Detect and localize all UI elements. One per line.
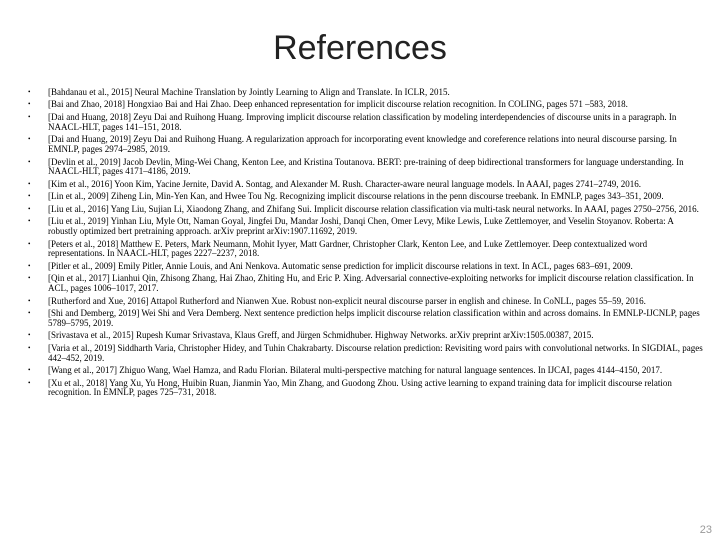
bullet-icon: •: [28, 100, 31, 109]
reference-text: [Dai and Huang, 2018] Zeyu Dai and Ruihong Huang. Improving implicit discourse relation classification by modeling interdependencies of discourse units in a paragraph. In NAACL-HLT, pages 141–151, 2018.: [48, 111, 677, 132]
reference-item: [28, 192, 704, 202]
reference-text: [Kim et al., 2016] Yoon Kim, Yacine Jernite, David A. Sontag, and Alexander M. Rush. Character-aware neural language models. In AAAI, pages 2741–2749, 2016.: [48, 178, 641, 189]
bullet-icon: •: [28, 157, 31, 166]
bullet-icon: •: [28, 331, 31, 340]
reference-text: [Xu et al., 2018] Yang Xu, Yu Hong, Huibin Ruan, Jianmin Yao, Min Zhang, and Guodong Zhou. Using active learning to expand training data for implicit discourse relation recognition. In EMNLP, pages 725–731, 2018.: [48, 377, 672, 398]
reference-text: [Pitler et al., 2009] Emily Pitler, Annie Louis, and Ani Nenkova. Automatic sense prediction for implicit discourse relations in text. In ACL, pages 683–691, 2009.: [48, 260, 633, 271]
reference-item: [28, 100, 704, 110]
reference-item: [28, 379, 704, 399]
reference-text: [Devlin et al., 2019] Jacob Devlin, Ming-Wei Chang, Kenton Lee, and Kristina Toutanova. BERT: pre-training of deep bidirectional transformers for language understanding. In NAACL-HLT, pages 4171–4186, 2019.: [48, 156, 684, 177]
reference-item: [28, 274, 704, 294]
bullet-icon: •: [28, 274, 31, 283]
reference-text: [Srivastava et al., 2015] Rupesh Kumar Srivastava, Klaus Greff, and Jürgen Schmidhuber. Highway Networks. arXiv preprint arXiv:1505.00387, 2015.: [48, 330, 594, 341]
bullet-icon: •: [28, 135, 31, 144]
bullet-icon: •: [28, 343, 31, 352]
reference-text: [Dai and Huang, 2019] Zeyu Dai and Ruihong Huang. A regularization approach for incorporating event knowledge and coreference relations into neural discourse parsing. In EMNLP, pages 2974–2985, 2019.: [48, 134, 677, 155]
reference-item: [28, 180, 704, 190]
page-number: 23: [699, 524, 712, 536]
reference-text: [Wang et al., 2017] Zhiguo Wang, Wael Hamza, and Radu Florian. Bilateral multi-perspective matching for natural language sentences. In IJCAI, pages 4144–4150, 2017.: [48, 365, 663, 376]
bullet-icon: •: [28, 378, 31, 387]
bullet-icon: •: [28, 366, 31, 375]
reference-item: [28, 240, 704, 260]
reference-text: [Lin et al., 2009] Ziheng Lin, Min-Yen Kan, and Hwee Tou Ng. Recognizing implicit discourse relations in the penn discourse treebank. In EMNLP, pages 343–351, 2009.: [48, 191, 664, 202]
reference-text: [Qin et al., 2017] Lianhui Qin, Zhisong Zhang, Hai Zhao, Zhiting Hu, and Eric P. Xing. Adversarial connective-exploiting networks for implicit discourse relation classification. In ACL, pages 1006–1017, 2017.: [48, 273, 694, 294]
bullet-icon: •: [28, 179, 31, 188]
reference-text: [Rutherford and Xue, 2016] Attapol Rutherford and Nianwen Xue. Robust non-explicit neural discourse parser in english and chinese. In CoNLL, pages 55–59, 2016.: [48, 295, 646, 306]
reference-item: [28, 158, 704, 178]
reference-text: [Varia et al., 2019] Siddharth Varia, Christopher Hidey, and Tuhin Chakrabarty. Discourse relation prediction: Revisiting word pairs with convolutional networks. In SIGDIAL, pages 442–452, 2019.: [48, 342, 703, 363]
reference-item: [28, 113, 704, 133]
bullet-icon: •: [28, 217, 31, 226]
bullet-icon: •: [28, 88, 31, 96]
reference-item: [28, 309, 704, 329]
reference-item: [28, 217, 704, 237]
bullet-icon: •: [28, 112, 31, 121]
reference-item: [28, 205, 704, 215]
reference-text: [Bai and Zhao, 2018] Hongxiao Bai and Hai Zhao. Deep enhanced representation for implicit discourse relation recognition. In COLING, pages 571 –583, 2018.: [48, 99, 628, 110]
reference-item: [28, 344, 704, 364]
bullet-icon: •: [28, 192, 31, 201]
bullet-icon: •: [28, 309, 31, 318]
bullet-icon: •: [28, 239, 31, 248]
reference-text: [Liu et al., 2019] Yinhan Liu, Myle Ott, Naman Goyal, Jingfei Du, Mandar Joshi, Danqi Chen, Omer Levy, Mike Lewis, Luke Zettlemoyer, and Veselin Stoyanov. Roberta: A robustly optimized bert pretraining approach. arXiv preprint arXiv:1907.11692, 2019.: [48, 216, 674, 237]
bullet-icon: •: [28, 296, 31, 305]
slide-title: References: [273, 28, 447, 67]
bullet-icon: •: [28, 261, 31, 270]
bullet-icon: •: [28, 204, 31, 213]
reference-item: [28, 262, 704, 272]
reference-text: [Liu et al., 2016] Yang Liu, Sujian Li, Xiaodong Zhang, and Zhifang Sui. Implicit discourse relation classification via multi-task neural networks. In AAAI, pages 2750–2756, 2016.: [48, 203, 699, 214]
reference-item: [28, 135, 704, 155]
reference-item: [28, 331, 704, 341]
reference-list: [28, 88, 704, 401]
reference-item: [28, 88, 704, 98]
reference-text: [Shi and Demberg, 2019] Wei Shi and Vera Demberg. Next sentence prediction helps implicit discourse relation classification within and across domains. In EMNLP-IJCNLP, pages 5789–5795, 2019.: [48, 308, 700, 328]
reference-text: [Peters et al., 2018] Matthew E. Peters, Mark Neumann, Mohit Iyyer, Matt Gardner, Christopher Clark, Kenton Lee, and Luke Zettlemoyer. Deep contextualized word representations. In NAACL-HLT, pages 2227–2237, 2018.: [48, 238, 648, 259]
reference-item: [28, 366, 704, 376]
reference-item: [28, 297, 704, 307]
reference-text: [Bahdanau et al., 2015] Neural Machine Translation by Jointly Learning to Align and Translate. In ICLR, 2015.: [48, 87, 450, 97]
